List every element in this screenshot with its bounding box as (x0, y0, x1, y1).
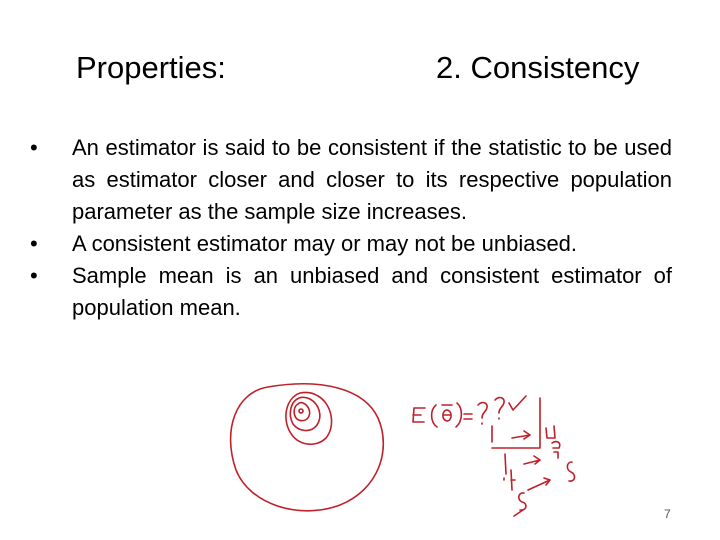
bullet-text: An estimator is said to be consistent if the statistic to be used as estimator closer and closer to its respective population parameter as the sample size increases. (72, 135, 672, 224)
bullet-list (30, 132, 672, 324)
arrow-sketch (492, 398, 575, 516)
slide-title: 2. Consistency (436, 50, 640, 85)
bullet-text: Sample mean is an unbiased and consistent estimator of population mean. (72, 263, 672, 320)
target-ring-1 (294, 403, 310, 421)
bullet-item (30, 132, 672, 228)
bullet-item (30, 228, 672, 260)
target-center (299, 409, 303, 413)
bullet-marker: • (30, 135, 38, 160)
bullet-item (30, 260, 672, 324)
slide-title-label: Properties: (76, 50, 226, 85)
target-sketch (231, 384, 384, 511)
target-ring-2 (290, 397, 320, 430)
page-number: 7 (664, 507, 671, 521)
handwritten-expectation (413, 396, 526, 427)
target-outer-ring (231, 384, 384, 511)
bullet-text: A consistent estimator may or may not be unbiased. (72, 231, 578, 256)
target-ring-3 (286, 392, 332, 444)
bullet-marker: • (30, 231, 38, 256)
bullet-marker: • (30, 263, 38, 288)
